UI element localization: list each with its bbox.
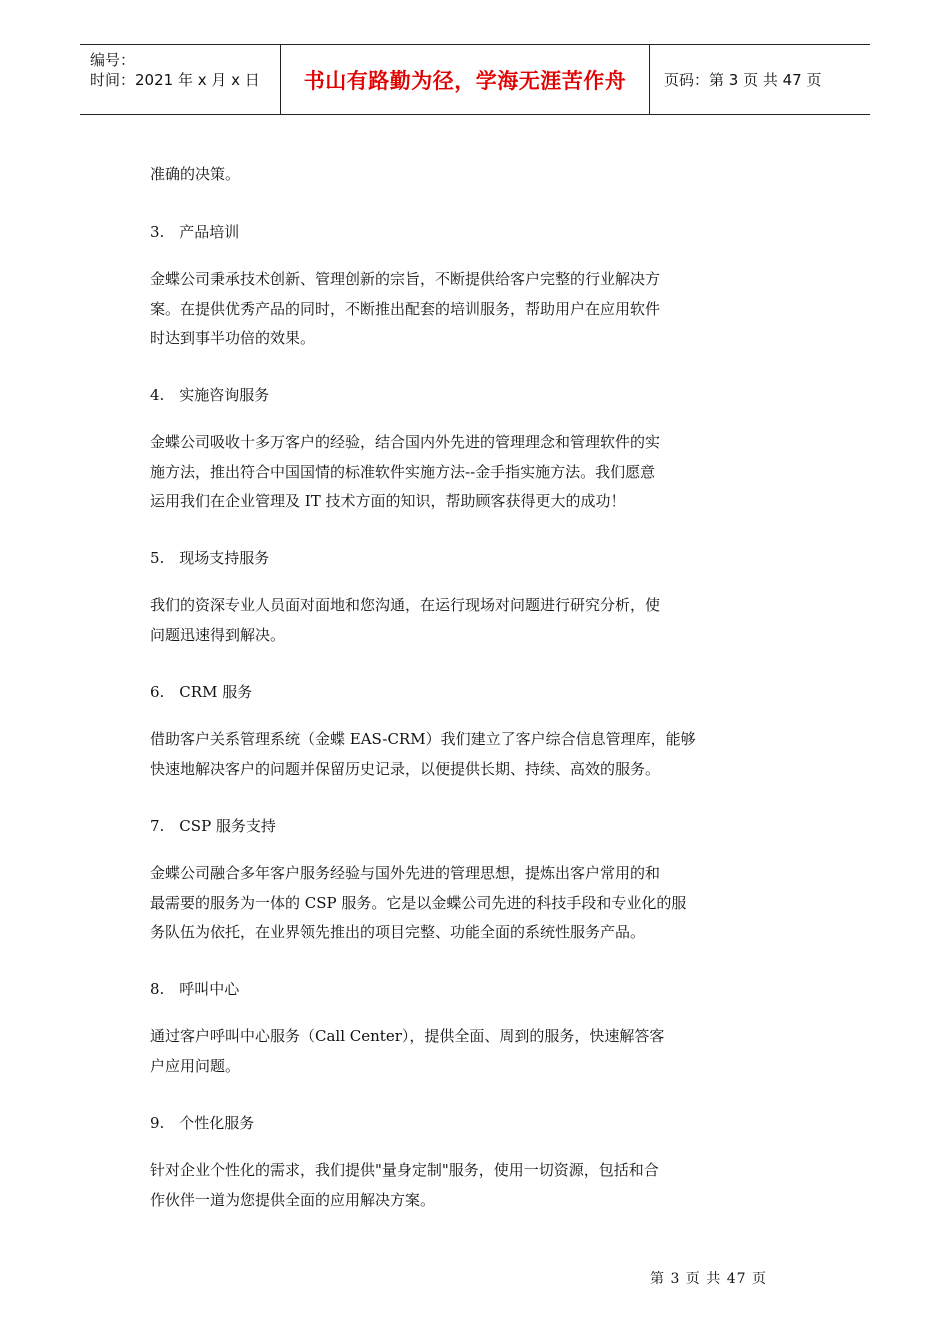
page-header xyxy=(80,44,870,115)
body-line: 快速地解决客户的问题并保留历史记录，以便提供长期、持续、高效的服务。 xyxy=(150,760,661,778)
header-motto: 书山有路勤为径，学海无涯苦作舟 xyxy=(303,68,627,93)
body-line: 我们的资深专业人员面对面地和您沟通，在运行现场对问题进行研究分析，使 xyxy=(150,596,661,614)
header-page-code: 页码：第 3 页 共 47 页 xyxy=(664,71,822,89)
section-heading-5: 5. 现场支持服务 xyxy=(150,549,270,567)
body-line: 通过客户呼叫中心服务（Call Center），提供全面、周到的服务，快速解答客 xyxy=(150,1027,665,1045)
header-meta xyxy=(80,45,281,114)
header-motto-cell xyxy=(281,45,650,114)
page-footer: 第 3 页 共 47 页 xyxy=(650,1271,767,1287)
body-line: 户应用问题。 xyxy=(150,1057,241,1075)
section-heading-8: 8. 呼叫中心 xyxy=(150,980,240,998)
document-number-label: 编号： xyxy=(90,51,136,69)
body-line: 作伙伴一道为您提供全面的应用解决方案。 xyxy=(150,1191,436,1209)
body-line: 金蝶公司吸收十多万客户的经验，结合国内外先进的管理理念和管理软件的实 xyxy=(150,433,661,451)
body-line: 最需要的服务为一体的 CSP 服务。它是以金蝶公司先进的科技手段和专业化的服 xyxy=(150,894,687,912)
body-line: 针对企业个性化的需求，我们提供"量身定制"服务，使用一切资源，包括和合 xyxy=(150,1161,659,1179)
header-page-cell xyxy=(650,45,884,114)
body-line: 案。在提供优秀产品的同时，不断推出配套的培训服务，帮助用户在应用软件 xyxy=(150,300,661,318)
body-line: 施方法，推出符合中国国情的标准软件实施方法--金手指实施方法。我们愿意 xyxy=(150,463,656,481)
body-line: 时达到事半功倍的效果。 xyxy=(150,329,316,347)
section-heading-6: 6. CRM 服务 xyxy=(150,683,253,701)
body-line: 务队伍为依托，在业界领先推出的项目完整、功能全面的系统性服务产品。 xyxy=(150,923,646,941)
body-line: 准确的决策。 xyxy=(150,165,241,183)
body-line: 金蝶公司融合多年客户服务经验与国外先进的管理思想，提炼出客户常用的和 xyxy=(150,864,661,882)
body-line: 金蝶公司秉承技术创新、管理创新的宗旨，不断提供给客户完整的行业解决方 xyxy=(150,270,661,288)
section-heading-4: 4. 实施咨询服务 xyxy=(150,386,270,404)
body-line: 问题迅速得到解决。 xyxy=(150,626,286,644)
document-time-label: 时间：2021 年 x 月 x 日 xyxy=(90,71,260,89)
body-line: 借助客户关系管理系统（金蝶 EAS-CRM）我们建立了客户综合信息管理库，能够 xyxy=(150,730,696,748)
body-line: 运用我们在企业管理及 IT 技术方面的知识，帮助顾客获得更大的成功！ xyxy=(150,492,626,510)
section-heading-9: 9. 个性化服务 xyxy=(150,1114,255,1132)
section-heading-7: 7. CSP 服务支持 xyxy=(150,817,276,835)
section-heading-3: 3. 产品培训 xyxy=(150,223,240,241)
